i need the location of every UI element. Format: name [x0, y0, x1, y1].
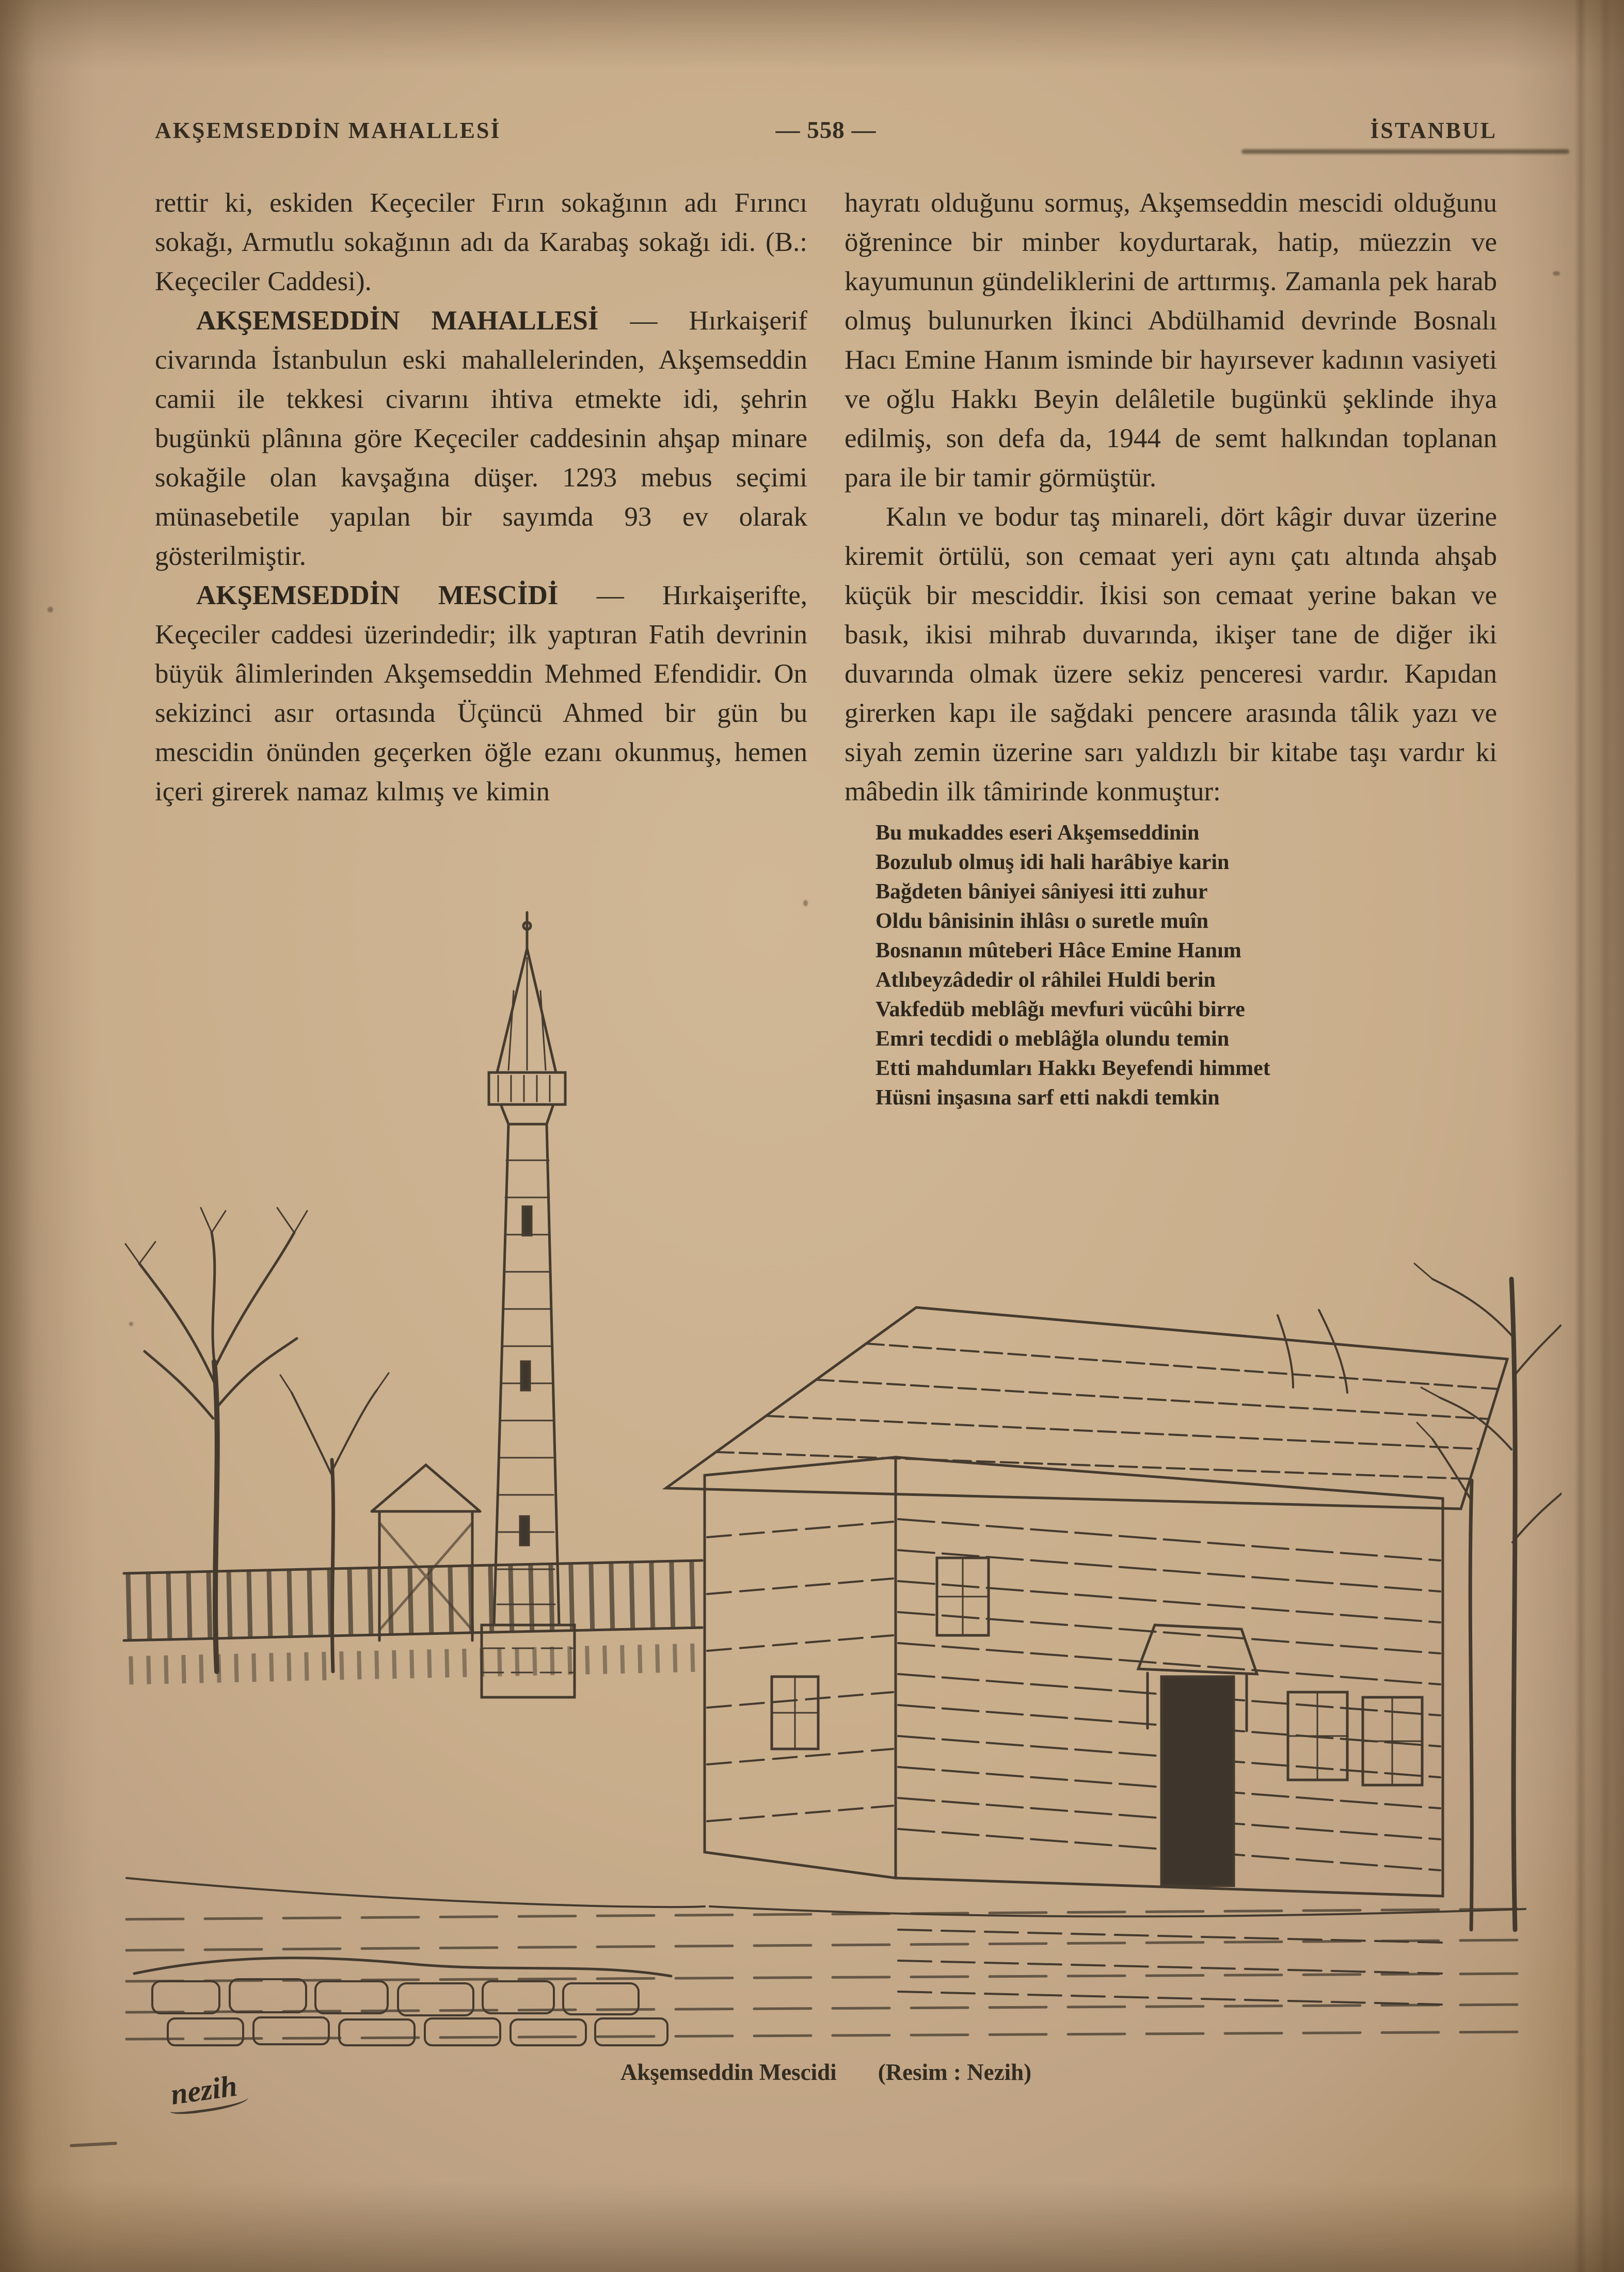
poem-line: Bu mukaddes eseri Akşemseddinin	[875, 821, 1200, 845]
poem-line: Bağdeten bâniyei sâniyesi itti zuhur	[875, 880, 1208, 904]
foreground-drawing	[126, 1878, 1525, 2045]
entry-mescidi	[155, 576, 807, 811]
page-number: — 558 —	[775, 117, 877, 144]
poem-line: Emri tecdidi o meblâğla olundu temin	[875, 1027, 1230, 1051]
caption-title: Akşemseddin Mescidi	[620, 2059, 837, 2085]
entry-title: AKŞEMSEDDİN MAHALLESİ	[196, 306, 599, 336]
minaret-drawing	[482, 912, 575, 1697]
entry-text: — Hırkaişerif civarında İstanbulun eski mahallelerinden, Akşemseddin camii ile tekkesi civarını ihtiva etmekte idi, şehrin bugünkü plânına göre Keçeciler caddesinin ahşap minare sokağile olan kavşağına düşer. 1293 mebus seçimi münasebetile yapılan bir sayımda 93 ev olarak gösterilmiştir.	[155, 306, 807, 571]
poem-line: Hüsni inşasına sarf etti nakdi temkin	[875, 1086, 1220, 1110]
fence-drawing	[124, 1465, 702, 1670]
mosque-illustration	[90, 871, 1562, 2048]
paragraph-continuation: hayratı olduğunu sormuş, Akşemseddin mescidi olduğunu öğrenince bir minber koydurtarak, hatip, müezzin ve kayumunun gündeliklerini de arttırmış. Zamanla pek harab olmuş bulunurken İkinci Abdülhamid devrinde Bosnalı Hacı Emine Hanım isminde bir hayırsever kadının vasiyeti ve oğlu Hakkı Beyin delâletile bugünkü şeklinde ihya edilmiş, son defa da, 1944 de semt halkından toplanan para ile bir tamir görmüştür.	[845, 188, 1497, 493]
page-crease	[1599, 0, 1612, 2272]
poem-line: Atlıbeyzâdedir ol râhilei Huldi berin	[875, 968, 1216, 992]
paragraph: Kalın ve bodur taş minareli, dört kâgir duvar üzerine kiremit örtülü, son cemaat yeri aynı çatı altında ahşab küçük bir mesciddir. İkisi son cemaat yerine bakan ve basık, ikisi mihrab duvarında, ikişer tane de diğer iki duvarında olmak üzere sekiz penceresi vardır. Kapıdan girerken kapı ile sağdaki pencere arasında tâlik yazı ve siyah zemin üzerine sarı yaldızlı bir kitabe taşı vardır ki mâbedin ilk tâmirinde konmuştur:	[845, 502, 1497, 807]
caption-credit: (Resim : Nezih)	[878, 2059, 1032, 2085]
scan-smudge	[1241, 149, 1569, 154]
poem-line: Vakfedüb meblâğı mevfuri vücûhi birre	[875, 998, 1245, 1021]
poem-line: Bozulub olmuş idi hali harâbiye karin	[875, 850, 1230, 874]
running-title-right: İSTANBUL	[1370, 118, 1497, 143]
artist-signature: nezih	[165, 2067, 249, 2117]
entry-mahallesi	[155, 301, 807, 576]
entry-text: — Hırkaişerifte, Keçeciler caddesi üzerindedir; ilk yaptıran Fatih devrinin büyük âlimlerinden Akşemseddin Mehmed Efendidir. On sekizinci asır ortasında Üçüncü Ahmed bir gün bu mescidin önünden geçerken öğle ezanı okunmuş, hemen içeri girerek namaz kılmış ve kimin	[155, 580, 807, 807]
entry-title: AKŞEMSEDDİN MESCİDİ	[196, 580, 559, 610]
running-title-left: AKŞEMSEDDİN MAHALLESİ	[155, 118, 501, 143]
page-content	[155, 116, 1497, 2130]
poem-line: Etti mahdumları Hakkı Beyefendi himmet	[875, 1056, 1270, 1080]
scan-artifact	[1553, 271, 1560, 276]
poem-line: Bosnanın mûteberi Hâce Emine Hanım	[875, 939, 1241, 963]
running-header	[155, 116, 1497, 147]
illustration-caption	[155, 2059, 1497, 2086]
paragraph-continuation: rettir ki, eskiden Keçeciler Fırın sokağının adı Fırıncı sokağı, Armutlu sokağının adı da Karabaş sokağı idi. (B.: Keçeciler Caddesi).	[155, 188, 807, 296]
scan-artifact	[47, 607, 53, 612]
building-drawing	[666, 1307, 1507, 2005]
mosque-sketch	[90, 871, 1562, 2048]
poem-line: Oldu bânisinin ihlâsı o suretle muîn	[875, 909, 1208, 933]
page-crease	[1574, 0, 1587, 2272]
scan-artifact	[70, 2142, 117, 2148]
